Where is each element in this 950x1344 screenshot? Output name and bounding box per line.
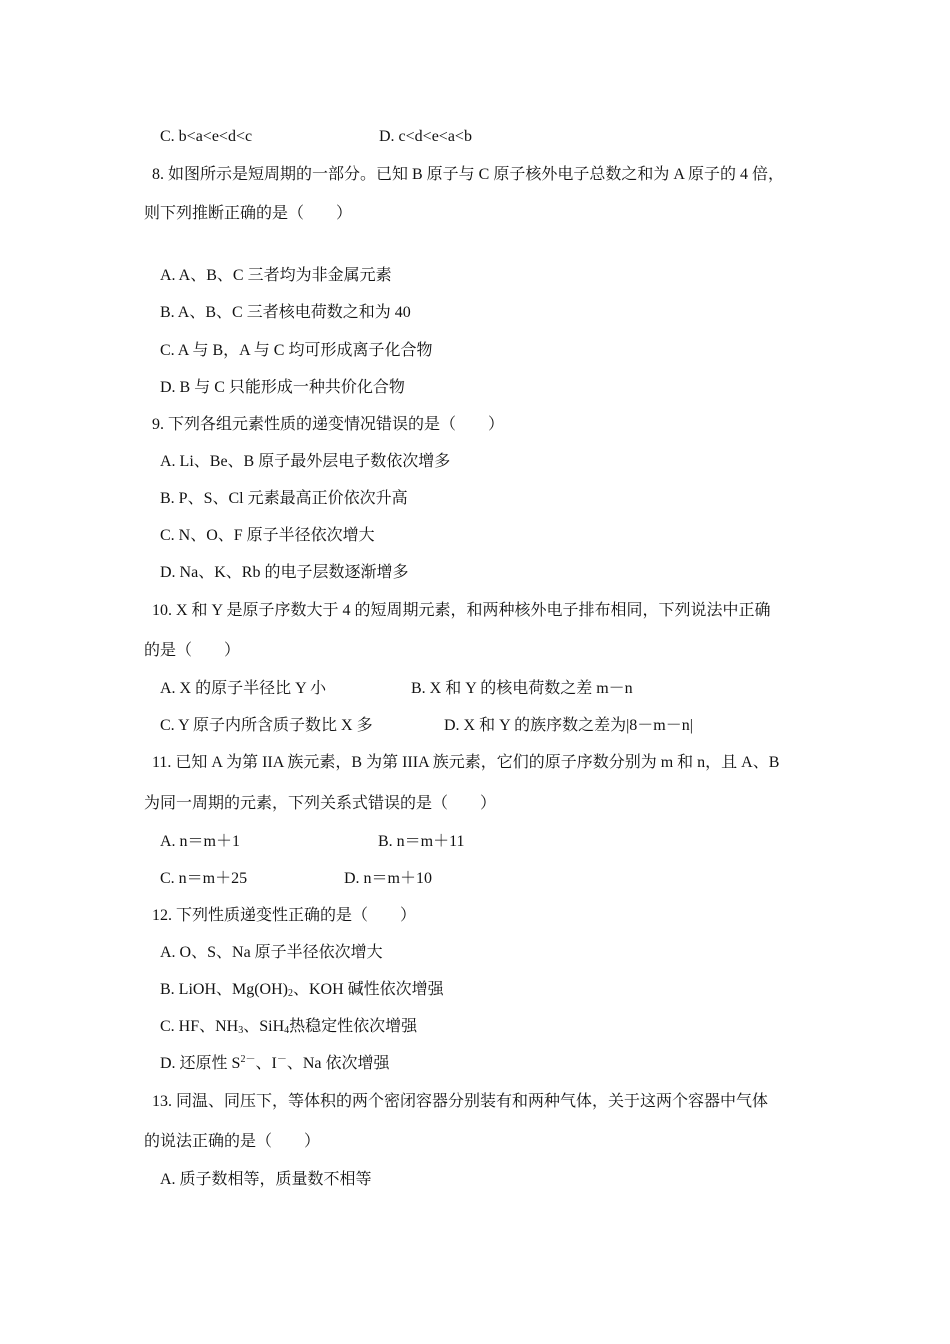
q10-options-row2 <box>160 716 693 736</box>
q11-option-b: B. n＝m＋11 <box>378 833 465 850</box>
q10-option-c: C. Y 原子内所含质子数比 X 多 <box>160 717 373 734</box>
q10-option-a: A. X 的原子半径比 Y 小 <box>160 680 327 697</box>
q9-option-b: B. P、S、Cl 元素最高正价依次升高 <box>160 490 408 507</box>
superscript: 2－ <box>240 1054 256 1065</box>
q8-option-b: B. A、B、C 三者核电荷数之和为 40 <box>160 304 411 321</box>
q12-option-d-text: 、Na 依次增强 <box>286 1055 390 1072</box>
q12-option-a: A. O、S、Na 原子半径依次增大 <box>160 944 383 961</box>
q11-options-row2 <box>160 869 433 889</box>
q12-option-c-text: C. HF、NH <box>160 1018 239 1035</box>
q12-option-c-text: 热稳定性依次增强 <box>289 1018 418 1035</box>
q12-stem: 12. 下列性质递变性正确的是（ ） <box>152 907 417 924</box>
superscript: － <box>276 1054 287 1065</box>
subscript: 4 <box>284 1025 290 1036</box>
q9-option-d: D. Na、K、Rb 的电子层数逐渐增多 <box>160 564 409 581</box>
subscript: 2 <box>288 988 293 999</box>
q10-stem-line1: 10. X 和 Y 是原子序数大于 4 的短周期元素，和两种核外电子排布相同，下列说法中正确 <box>152 602 771 619</box>
q13-stem-line2: 的说法正确的是（ ） <box>144 1133 321 1150</box>
q12-option-d-text: 、I <box>255 1055 277 1072</box>
q7-option-c: C. b<a<e<d<c <box>160 128 253 145</box>
q12-option-d-text: D. 还原性 S <box>160 1055 241 1072</box>
q8-option-a: A. A、B、C 三者均为非金属元素 <box>160 267 392 284</box>
subscript: 3 <box>238 1025 244 1036</box>
q11-option-a: A. n＝m＋1 <box>160 833 241 850</box>
q12-option-b-text: 、KOH 碱性依次增强 <box>293 981 444 998</box>
q9-option-c: C. N、O、F 原子半径依次增大 <box>160 527 375 544</box>
q13-option-a: A. 质子数相等，质量数不相等 <box>160 1171 372 1188</box>
q10-options-row1 <box>160 679 633 699</box>
q8-option-c: C. A 与 B，A 与 C 均可形成离子化合物 <box>160 342 433 359</box>
q10-stem-line2: 的是（ ） <box>144 642 241 659</box>
q8-stem-line2: 则下列推断正确的是（ ） <box>144 205 353 222</box>
q11-option-c: C. n＝m＋25 <box>160 870 248 887</box>
q8-stem-line1: 8. 如图所示是短周期的一部分。已知 B 原子与 C 原子核外电子总数之和为 A 原子的 4 倍， <box>152 166 785 183</box>
q7-option-d: D. c<d<e<a<b <box>379 128 472 145</box>
q12-option-c-text: 、SiH <box>243 1018 285 1035</box>
q11-stem-line2: 为同一周期的元素，下列关系式错误的是（ ） <box>144 795 497 812</box>
q11-options-row1 <box>160 832 465 852</box>
q10-option-d: D. X 和 Y 的族序数之差为|8－m－n| <box>444 717 693 734</box>
q11-stem-line1: 11. 已知 A 为第 IIA 族元素，B 为第 IIIA 族元素，它们的原子序数分别为 m 和 n，且 A、B <box>152 754 780 771</box>
q7-options-row <box>160 127 472 147</box>
q12-option-b-text: B. LiOH、Mg(OH) <box>160 981 288 998</box>
q13-stem-line1: 13. 同温、同压下，等体积的两个密闭容器分别装有和两种气体，关于这两个容器中气体 <box>152 1093 769 1110</box>
q9-stem: 9. 下列各组元素性质的递变情况错误的是（ ） <box>152 416 505 433</box>
q9-option-a: A. Li、Be、B 原子最外层电子数依次增多 <box>160 453 451 470</box>
q10-option-b: B. X 和 Y 的核电荷数之差 m－n <box>411 680 633 697</box>
q12-option-c <box>160 1017 417 1037</box>
q8-option-d: D. B 与 C 只能形成一种共价化合物 <box>160 379 405 396</box>
q12-option-b <box>160 980 444 1000</box>
q12-option-d <box>160 1054 389 1074</box>
q11-option-d: D. n＝m＋10 <box>344 870 433 887</box>
